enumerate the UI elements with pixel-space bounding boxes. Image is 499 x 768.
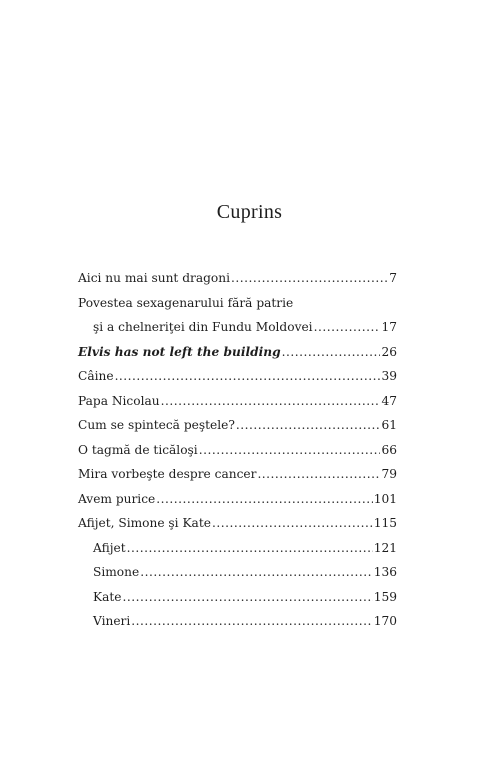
table-of-contents [78,266,397,634]
toc-dot-leader [115,364,381,389]
toc-entry-title: Câine [78,369,114,383]
toc-dot-leader [156,487,372,512]
toc-entry-title: Cum se spintecă peştele? [78,418,235,432]
toc-page-number: 17 [381,320,397,334]
toc-page-number: 61 [381,418,397,432]
toc-entry-afijet-simone-si-kate[interactable] [78,511,397,536]
toc-entry-title: Elvis has not left the building [78,344,281,359]
toc-entry-mira-vorbeste-despre-cancer[interactable] [78,462,397,487]
toc-subentry-kate[interactable] [78,585,397,610]
toc-page-number: 39 [381,369,397,383]
toc-dot-leader [131,609,372,634]
toc-dot-leader [122,585,372,610]
toc-subentry-vineri[interactable] [78,609,397,634]
toc-entry-aici-nu-mai-sunt-dragoni[interactable] [78,266,397,291]
toc-dot-leader [236,413,381,438]
toc-entry-caine[interactable] [78,364,397,389]
toc-dot-leader [212,511,373,536]
toc-entry-cum-se-spinteca-pestele[interactable] [78,413,397,438]
toc-entry-title: Kate [93,589,122,604]
toc-subentry-afijet[interactable] [78,536,397,561]
toc-entry-title-line2: şi a chelneriţei din Fundu Moldovei [93,320,313,334]
toc-page-number: 170 [373,614,397,628]
toc-entry-title: Avem purice [78,491,156,506]
toc-entry-title: Aici nu mai sunt dragoni [78,271,230,285]
toc-page-number: 26 [381,344,397,359]
toc-dot-leader [127,536,373,561]
toc-page-number: 136 [373,565,397,579]
toc-entry-line2 [78,315,397,340]
toc-dot-leader [199,438,381,463]
toc-entry-povestea-sexagenarului[interactable] [78,291,397,340]
toc-dot-leader [231,266,388,291]
toc-entry-title: Mira vorbeşte despre cancer [78,467,257,481]
toc-entry-elvis-has-not-left-the-building[interactable] [78,340,397,365]
toc-entry-title: Papa Nicolau [78,393,160,408]
toc-page-number: 121 [373,540,397,555]
toc-page-number: 47 [381,393,397,408]
toc-entry-title: Simone [93,565,140,579]
toc-entry-title: Vineri [93,614,131,628]
toc-entry-title-line1: Povestea sexagenarului fără patrie [78,295,294,310]
toc-page-number: 66 [381,442,397,457]
toc-page-number: 7 [389,271,397,285]
toc-entry-title: Afijet, Simone şi Kate [78,516,211,530]
toc-dot-leader [140,560,373,585]
page-title: Cuprins [216,201,283,223]
toc-dot-leader [161,389,381,414]
toc-page-number: 115 [373,516,397,530]
toc-dot-leader [314,315,381,340]
toc-subentry-simone[interactable] [78,560,397,585]
toc-dot-leader [257,462,380,487]
toc-page-number: 159 [373,589,397,604]
toc-entry-o-tagma-de-ticalosi[interactable] [78,438,397,463]
toc-entry-title: Afijet [93,540,126,555]
toc-dot-leader [282,340,381,365]
toc-page-number: 79 [381,467,397,481]
toc-page-number: 101 [373,491,397,506]
toc-entry-avem-purice[interactable] [78,487,397,512]
toc-entry-title: O tagmă de ticăloşi [78,442,198,457]
toc-entry-papa-nicolau[interactable] [78,389,397,414]
